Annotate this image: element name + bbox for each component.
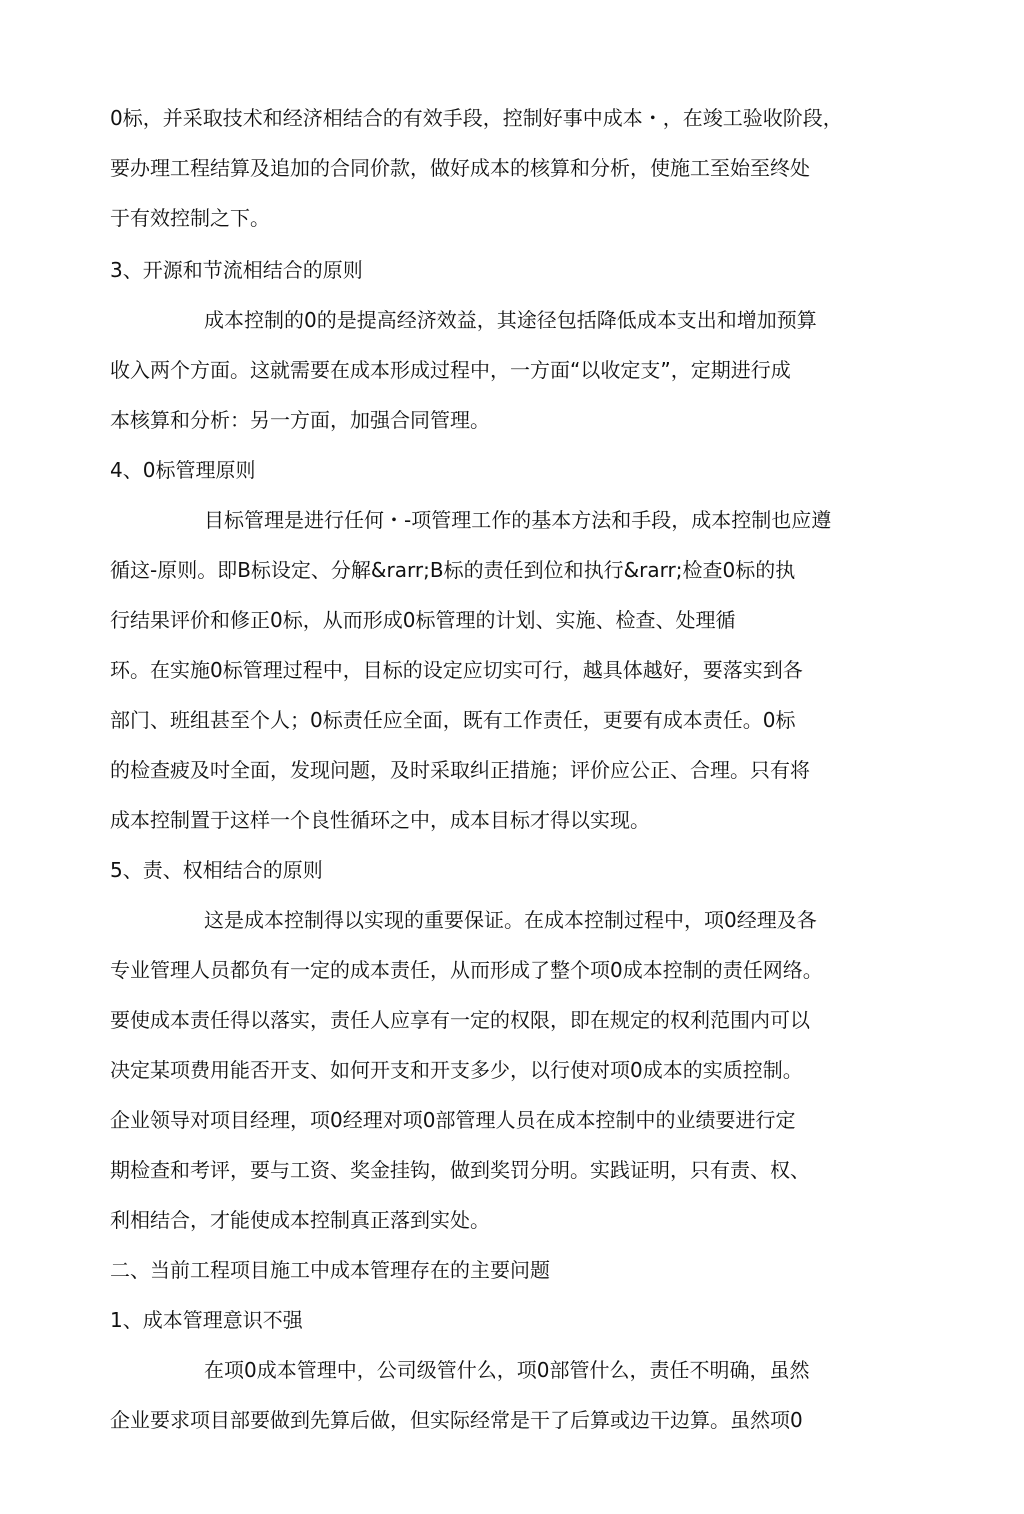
text-line: 行结果评价和修正0标，从而形成0标管理的计划、实施、检查、处理循: [110, 608, 736, 632]
text-line: 企业要求项目部要做到先算后做，但实际经常是干了后算或边干边算。虽然项0: [110, 1408, 803, 1432]
text-line: 利相结合，才能使成本控制真正落到实处。: [110, 1208, 490, 1232]
text-line: 这是成本控制得以实现的重要保证。在成本控制过程中，项0经理及各: [204, 908, 817, 932]
text-line: 目标管理是进行任何・-项管理工作的基本方法和手段，成本控制也应遵: [204, 508, 832, 532]
section-heading: 二、当前工程项目施工中成本管理存在的主要问题: [110, 1258, 550, 1282]
text-line: 本核算和分析：另一方面，加强合同管理。: [110, 408, 490, 432]
text-line: 专业管理人员都负有一定的成本责任，从而形成了整个项0成本控制的责任网络。: [110, 958, 823, 982]
text-line: 企业领导对项目经理，项0经理对项0部管理人员在成本控制中的业绩要进行定: [110, 1108, 796, 1132]
text-line: 成本控制的0的是提高经济效益，其途径包括降低成本支出和增加预算: [204, 308, 817, 332]
text-line: 要办理工程结算及追加的合同价款，做好成本的核算和分析，使施工至始至终处: [110, 156, 810, 180]
text-line: 部门、班组甚至个人；0标责任应全面，既有工作责任，更要有成本责任。0标: [110, 708, 796, 732]
text-line: 要使成本责任得以落实，责任人应享有一定的权限，即在规定的权利范围内可以: [110, 1008, 810, 1032]
text-line: 0标，并采取技术和经济相结合的有效手段，控制好事中成本・，在竣工验收阶段，: [110, 106, 843, 130]
text-line: 环。在实施0标管理过程中，目标的设定应切实可行，越具体越好，要落实到各: [110, 658, 803, 682]
section-heading: 5、责、权相结合的原则: [110, 858, 323, 882]
text-line: 循这-原则。即B标设定、分解&rarr;B标的责任到位和执行&rarr;检查0标的执: [110, 558, 796, 582]
section-heading: 4、0标管理原则: [110, 458, 256, 482]
text-line: 期检查和考评，要与工资、奖金挂钩，做到奖罚分明。实践证明，只有责、权、: [110, 1158, 810, 1182]
section-heading: 3、开源和节流相结合的原则: [110, 258, 363, 282]
text-line: 决定某项费用能否开支、如何开支和开支多少，以行使对项0成本的实质控制。: [110, 1058, 803, 1082]
section-heading: 1、成本管理意识不强: [110, 1308, 303, 1332]
text-line: 于有效控制之下。: [110, 206, 270, 230]
text-line: 在项0成本管理中，公司级管什么，项0部管什么，责任不明确，虽然: [204, 1358, 810, 1382]
text-line: 成本控制置于这样一个良性循环之中，成本目标才得以实现。: [110, 808, 650, 832]
text-line: 收入两个方面。这就需要在成本形成过程中，一方面“以收定支”，定期进行成: [110, 358, 791, 382]
text-line: 的检查疲及吋全面，发现问题，及时采取纠正措施；评价应公正、合理。只有将: [110, 758, 810, 782]
